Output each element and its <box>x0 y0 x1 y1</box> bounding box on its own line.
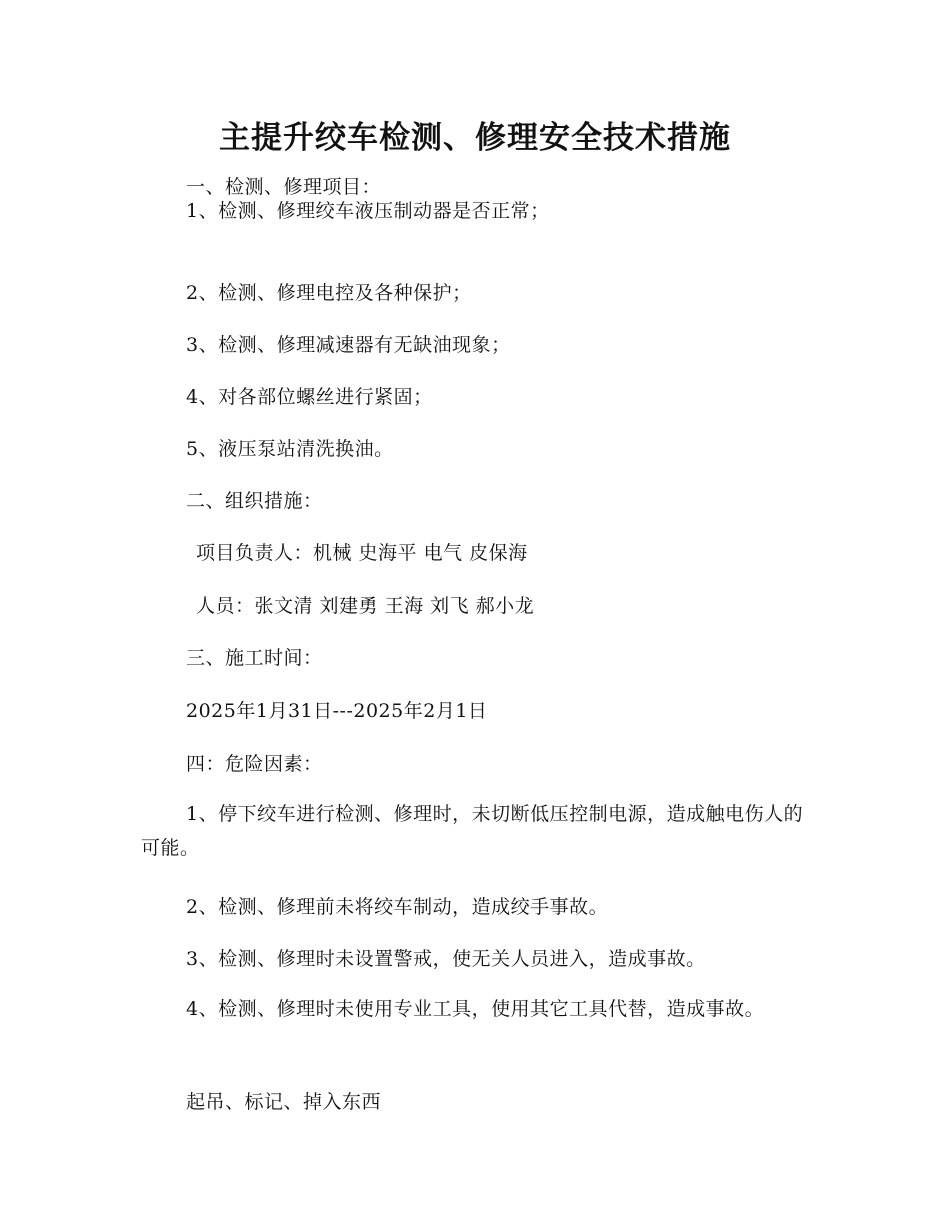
hazard-item: 4、检测、修理时未使用专业工具，使用其它工具代替，造成事故。 <box>186 998 765 1020</box>
hazard-item: 1、停下绞车进行检测、修理时，未切断低压控制电源，造成触电伤人的可能。 <box>141 803 804 859</box>
section-heading-hazards: 四：危险因素： <box>186 753 323 775</box>
list-item: 3、检测、修理减速器有无缺油现象； <box>186 334 511 356</box>
section-heading-organization: 二、组织措施： <box>186 490 323 512</box>
list-item: 4、对各部位螺丝进行紧固； <box>186 386 433 408</box>
responsible-persons: 项目负责人：机械 史海平 电气 皮保海 <box>196 542 528 564</box>
document-title: 主提升绞车检测、修理安全技术措施 <box>219 120 731 156</box>
hazard-item: 2、检测、修理前未将绞车制动，造成绞手事故。 <box>186 896 609 918</box>
list-item: 2、检测、修理电控及各种保护； <box>186 282 472 304</box>
hazard-item: 3、检测、修理时未设置警戒，使无关人员进入，造成事故。 <box>186 948 706 970</box>
personnel-list: 人员：张文清 刘建勇 王海 刘飞 郝小龙 <box>196 595 535 617</box>
footer-note: 起吊、标记、掉入东西 <box>186 1091 382 1113</box>
list-item: 5、液压泵站清洗换油。 <box>186 438 394 460</box>
section-heading-time: 三、施工时间： <box>186 647 323 669</box>
construction-time: 2025年1月31日---2025年2月1日 <box>186 700 488 722</box>
section-heading-items: 一、检测、修理项目： <box>186 176 382 198</box>
list-item: 1、检测、修理绞车液压制动器是否正常； <box>186 200 550 222</box>
